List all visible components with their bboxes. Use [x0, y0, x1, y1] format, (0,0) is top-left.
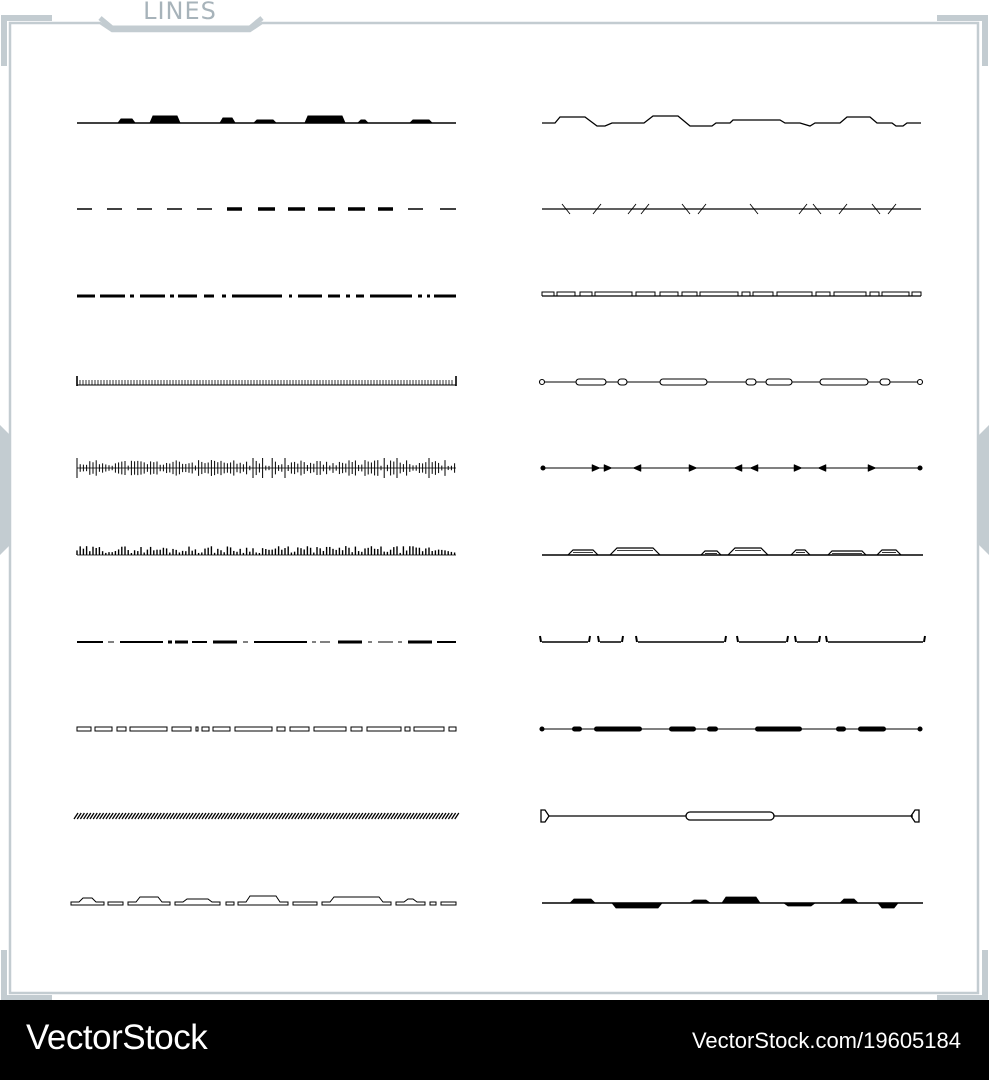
- line-arrows: [541, 465, 922, 472]
- footer-bar: [0, 1000, 989, 1080]
- hud-frame: [0, 18, 989, 998]
- line-ruler-ticks: [77, 376, 456, 386]
- line-waveform: [77, 458, 456, 478]
- line-slash-marks: [542, 204, 921, 214]
- line-outlined-bumps: [71, 896, 456, 905]
- line-outlined-trapezoids: [542, 548, 923, 555]
- line-raised-blocks: [77, 116, 456, 123]
- line-capsules-with-end-dots: [540, 379, 923, 385]
- right-column: [540, 116, 926, 908]
- image-url: VectorStock.com/19605184: [691, 1028, 961, 1053]
- left-column: [71, 116, 459, 905]
- line-thick-segments: [540, 727, 922, 732]
- line-equalizer-bars: [77, 546, 456, 555]
- brand-logo: VectorStock: [26, 1018, 208, 1057]
- line-filled-blocks: [542, 897, 923, 908]
- line-capsule-connector: [541, 810, 919, 822]
- line-bracket-segments: [542, 292, 921, 296]
- line-bracket-spans: [540, 636, 925, 642]
- line-circuit-step: [542, 116, 921, 126]
- line-outlined-segments: [77, 727, 456, 731]
- page-title: LINES: [143, 0, 217, 25]
- line-hatched-band: [74, 813, 459, 819]
